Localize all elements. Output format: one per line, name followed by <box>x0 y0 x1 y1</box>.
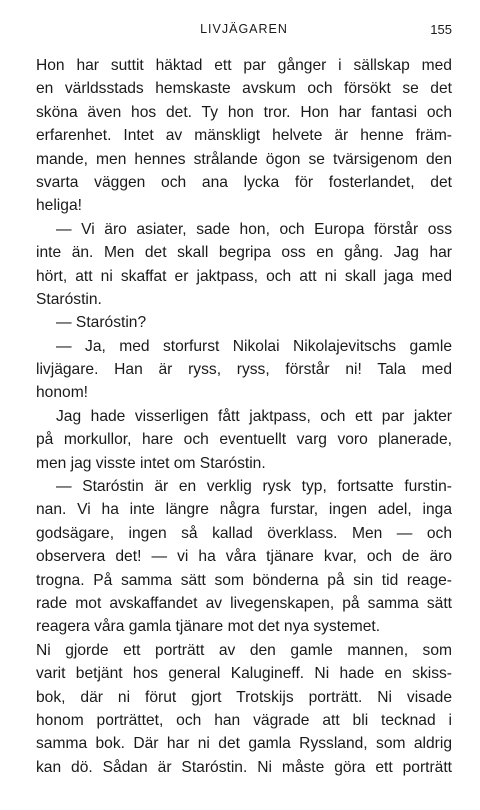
text-line: godsägare, ingen så kallad överklass. Men — och <box>36 524 452 542</box>
text-line: på morkullor, hare och eventuellt varg voro planerade, <box>36 431 452 449</box>
text-line: — Ja, med storfurst Nikolai Nikolajevitschs gamle <box>56 337 452 355</box>
text-line: nan. Vi ha inte längre några furstar, ingen adel, inga <box>36 501 452 519</box>
text-line: livjägare. Han är ryss, ryss, förstår ni! Tala med <box>36 361 452 379</box>
body-text <box>36 54 452 779</box>
text-line: hört, att ni skaffat er jaktpass, och att ni skall jaga med <box>36 267 452 285</box>
text-line: sköna även hos det. Ty hon tror. Hon har fantasi och <box>36 103 452 121</box>
text-line: Hon har suttit häktad ett par gånger i sällskap med <box>36 57 452 74</box>
text-line: men jag visste intet om Staróstin. <box>36 454 266 472</box>
book-page <box>36 22 452 779</box>
text-line: heliga! <box>36 197 82 215</box>
text-line: — Vi äro asiater, sade hon, och Europa förstår oss <box>56 220 452 238</box>
text-line: svarta väggen och ana lycka för fosterlandet, det <box>36 173 452 191</box>
text-line: — Staróstin? <box>56 314 147 332</box>
text-line: mande, men hennes strålande ögon se tvärsigenom den <box>36 150 452 168</box>
text-line: honom porträttet, och han vägrade att bli tecknad i <box>36 711 452 729</box>
text-line: observera det! — vi ha våra tjänare kvar, och de äro <box>36 548 452 566</box>
text-line: kan dö. Sådan är Staróstin. Ni måste göra ett porträtt <box>36 758 452 776</box>
text-line: trogna. På samma sätt som bönderna på sin tid reage- <box>36 571 452 589</box>
text-line: — Staróstin är en verklig rysk typ, fortsatte furstin- <box>56 478 452 496</box>
text-line: honom! <box>36 384 89 402</box>
text-line: Jag hade visserligen fått jaktpass, och ett par jakter <box>56 407 452 425</box>
text-line: rade mot avskaffandet av livegenskapen, på samma sätt <box>36 594 452 612</box>
text-line: erfarenhet. Intet av mänskligt helvete är henne främ- <box>36 127 452 145</box>
text-line: Staróstin. <box>36 290 102 308</box>
text-line: en världsstads hemskaste avskum och försökt se det <box>36 80 452 98</box>
text-line: reagera våra gamla tjänare mot det nya systemet. <box>36 618 381 636</box>
running-title: LIVJÄGAREN <box>200 22 288 36</box>
page-number: 155 <box>430 22 452 37</box>
text-line: bok, där ni förut gjort Trotskijs porträtt. Ni visade <box>36 688 452 706</box>
text-line: inte än. Men det skall begripa oss en gång. Jag har <box>36 244 452 262</box>
text-line: varit betjänt hos general Kalugineff. Ni hade en skiss- <box>36 665 452 683</box>
text-line: samma bok. Där har ni det gamla Ryssland, som aldrig <box>36 735 452 753</box>
text-line: Ni gjorde ett porträtt av den gamle mannen, som <box>36 641 452 659</box>
page-header <box>36 22 452 42</box>
